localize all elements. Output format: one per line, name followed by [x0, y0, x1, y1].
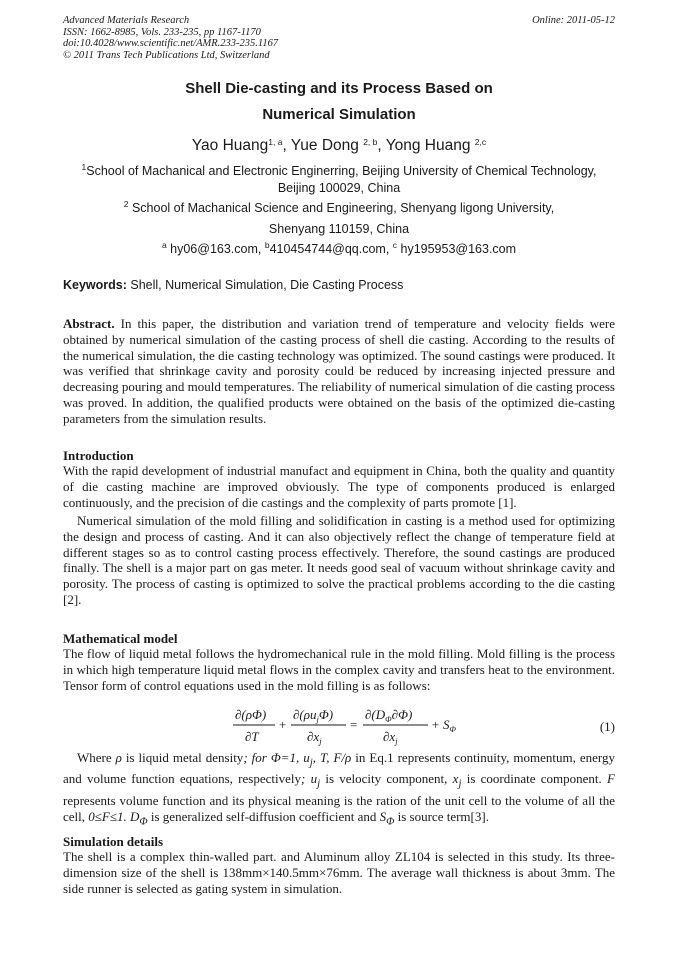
eq-frac2-numerator-end: Φ): [318, 707, 334, 722]
abstract-label: Abstract.: [63, 316, 115, 331]
equation-1: [63, 701, 615, 753]
journal-name: Advanced Materials Research: [63, 15, 190, 26]
where-S: S: [379, 808, 387, 824]
where-F: F: [607, 771, 615, 787]
online-date: Online: 2011-05-12: [532, 15, 615, 26]
issn-line: ISSN: 1662-8985, Vols. 233-235, pp 1167-1170: [63, 26, 261, 38]
email-a[interactable]: hy06@163.com,: [166, 242, 265, 256]
where-uj-sub: j: [317, 777, 321, 790]
math-model-paragraph: The flow of liquid metal follows the hydromechanical rule in the mold filling. Mold filling is the process in which high temperature liquid metal flows in the complex cavity and transfers heat to the environment. Tensor form of control equations used in the mold filling is as follows:: [63, 646, 615, 693]
eq-plus-1: +: [279, 717, 287, 732]
eq-frac2-denominator-sub: j: [319, 736, 322, 746]
svg-text:∂(ρujΦ): [293, 707, 333, 724]
eq-frac3-denominator: ∂x: [383, 729, 396, 744]
simulation-paragraph: The shell is a complex thin-walled part. and Aluminum alloy ZL104 is selected in this study. Its three-dimension size of the shell is 138mm×140.5mm×76mm. The average wall thickness is about 3mm. The side runner is selected as gating system in simulation.: [63, 849, 615, 896]
where-range: 0≤F≤1. D: [88, 808, 140, 824]
simulation-heading: Simulation details: [63, 834, 164, 849]
where-S-sub: Φ: [386, 815, 395, 828]
author-2-marker: 2, b: [363, 137, 378, 147]
where-xj-sub: j: [458, 777, 462, 790]
affiliation-1-line-2: Beijing 100029, China: [277, 181, 401, 195]
eq-frac1-numerator: ∂(ρΦ): [235, 707, 267, 722]
equation-1-svg: [63, 701, 615, 753]
where-text-8: is coordinate component.: [461, 771, 608, 787]
author-3-marker: 2,c: [474, 137, 487, 147]
where-phi-definition: Φ=1, u: [270, 750, 310, 765]
where-range-sub: Φ: [139, 815, 148, 828]
keywords: [63, 278, 615, 292]
eq-frac3-numerator-end: ∂Φ): [391, 707, 413, 722]
where-text-10: is generalized self-diffusion coefficient and: [147, 808, 380, 824]
keywords-label: Keywords:: [63, 278, 127, 292]
eq-frac3-denominator-sub: j: [395, 736, 398, 746]
author-1-marker: 1, a: [268, 137, 283, 147]
introduction-paragraph-2-text: Numerical simulation of the mold filling and solidification in casting is a method used for optimizing the design and process of casting. And it can also objectively reflect the change of temperature field at different stages so as to control casting process effectively. Therefore, the sound castings are produced finally. The shell is a major part on gas meter. It needs good seal of vacuum without shrinkage cavity and porosity. The process of casting is optimized to solve the practical problems according to the die casting [2].: [63, 513, 615, 607]
author-list: [63, 137, 615, 155]
affiliation-2-line-1: School of Machanical Science and Engineering, Shenyang ligong University,: [128, 201, 555, 215]
where-text-9: represents volume function and its physical meaning is the ration of the unit cell to the volume of all the cell,: [63, 792, 615, 824]
eq-frac2-denominator: ∂x: [307, 729, 320, 744]
where-xj: x: [452, 771, 459, 787]
eq-frac3-numerator-start: ∂(D: [365, 707, 386, 722]
where-rho: ρ: [115, 750, 122, 765]
doi-line[interactable]: doi:10.4028/www.scientific.net/AMR.233-235.1167: [63, 38, 279, 50]
affiliation-2-marker: 2: [123, 199, 129, 209]
equation-explanation: [63, 750, 615, 830]
affiliation-2-line-2: Shenyang 110159, China: [268, 222, 410, 236]
paper-title-line-2: Numerical Simulation: [262, 106, 416, 123]
where-text-11: is source term[3].: [394, 808, 489, 824]
eq-source-term-sub: Φ: [449, 724, 457, 734]
introduction-paragraph-1: With the rapid development of industrial manufact and equipment in China, both the quality and quantity of die casting machine are improved obviously. The type of components produced is enlarged continuously, and the precision of die castings and the complexity of parts promote [1].: [63, 463, 615, 510]
eq-frac1-denominator: ∂T: [245, 729, 259, 744]
email-c[interactable]: hy195953@163.com: [397, 242, 517, 256]
affiliation-1: [63, 163, 615, 197]
abstract-text: In this paper, the distribution and variation trend of temperature and velocity fields were obtained by numerical simulation of the casting process of shell die casting. According to the results of the numerical simulation, the die casting technology was optimized. The sound castings were produced. It was verified that shrinkage cavity and porosity could be reduced by increasing injected pressure and decreasing pouring and mould temperatures. The reliability of numerical simulation of die casting process was proved. In addition, the qualified products were obtained on the basis of the optimized die-casting parameters from the simulation results.: [63, 316, 615, 426]
affiliation-1-marker: 1: [81, 162, 87, 172]
copyright-line: © 2011 Trans Tech Publications Ltd, Switzerland: [63, 49, 270, 61]
where-text-3: ; for: [243, 750, 271, 765]
where-text-7: is velocity component,: [320, 771, 453, 787]
equation-number: (1): [599, 719, 615, 734]
eq-frac2-numerator-sub: j: [316, 714, 319, 724]
author-emails: [63, 241, 615, 258]
eq-source-term: + S: [431, 717, 450, 732]
email-c-marker: c: [392, 240, 398, 250]
introduction-heading: Introduction: [63, 448, 134, 463]
introduction-paragraph-2: [63, 513, 615, 608]
where-uj: u: [310, 771, 318, 787]
eq-frac2-numerator-start: ∂(ρu: [293, 707, 317, 722]
svg-text:+ SΦ: [431, 717, 457, 734]
email-b-marker: b: [264, 240, 270, 250]
author-2: , Yue Dong: [282, 137, 364, 154]
eq-equals: =: [350, 717, 358, 732]
math-model-heading: Mathematical model: [63, 631, 178, 646]
affiliation-2: [63, 200, 615, 217]
where-text-1: Where: [77, 750, 116, 765]
author-1: Yao Huang: [191, 137, 269, 154]
where-text-5: in Eq.1 represents continuity, momentum, energy and volume function equations, respectively: [63, 750, 616, 787]
affiliation-1-line-1: School of Machanical and Electronic Enginerring, Beijing University of Chemical Technology,: [86, 164, 597, 178]
email-b[interactable]: 410454744@qq.com,: [269, 242, 393, 256]
svg-text:∂xj: [307, 729, 322, 746]
svg-text:∂(DΦ∂Φ): [365, 707, 412, 724]
where-text-2: is liquid metal density: [121, 750, 244, 765]
abstract: [63, 316, 615, 427]
paper-title-line-1: Shell Die-casting and its Process Based on: [185, 80, 493, 97]
svg-text:∂xj: [383, 729, 398, 746]
where-text-4: , T, F/ρ: [312, 750, 352, 765]
keywords-text: Shell, Numerical Simulation, Die Casting Process: [126, 278, 404, 292]
author-3: , Yong Huang: [377, 137, 475, 154]
where-text-6: ;: [300, 771, 311, 787]
journal-header: [63, 15, 615, 61]
email-a-marker: a: [161, 240, 167, 250]
where-phi-sub: j: [309, 756, 313, 769]
eq-frac3-numerator-sub: Φ: [385, 714, 392, 724]
